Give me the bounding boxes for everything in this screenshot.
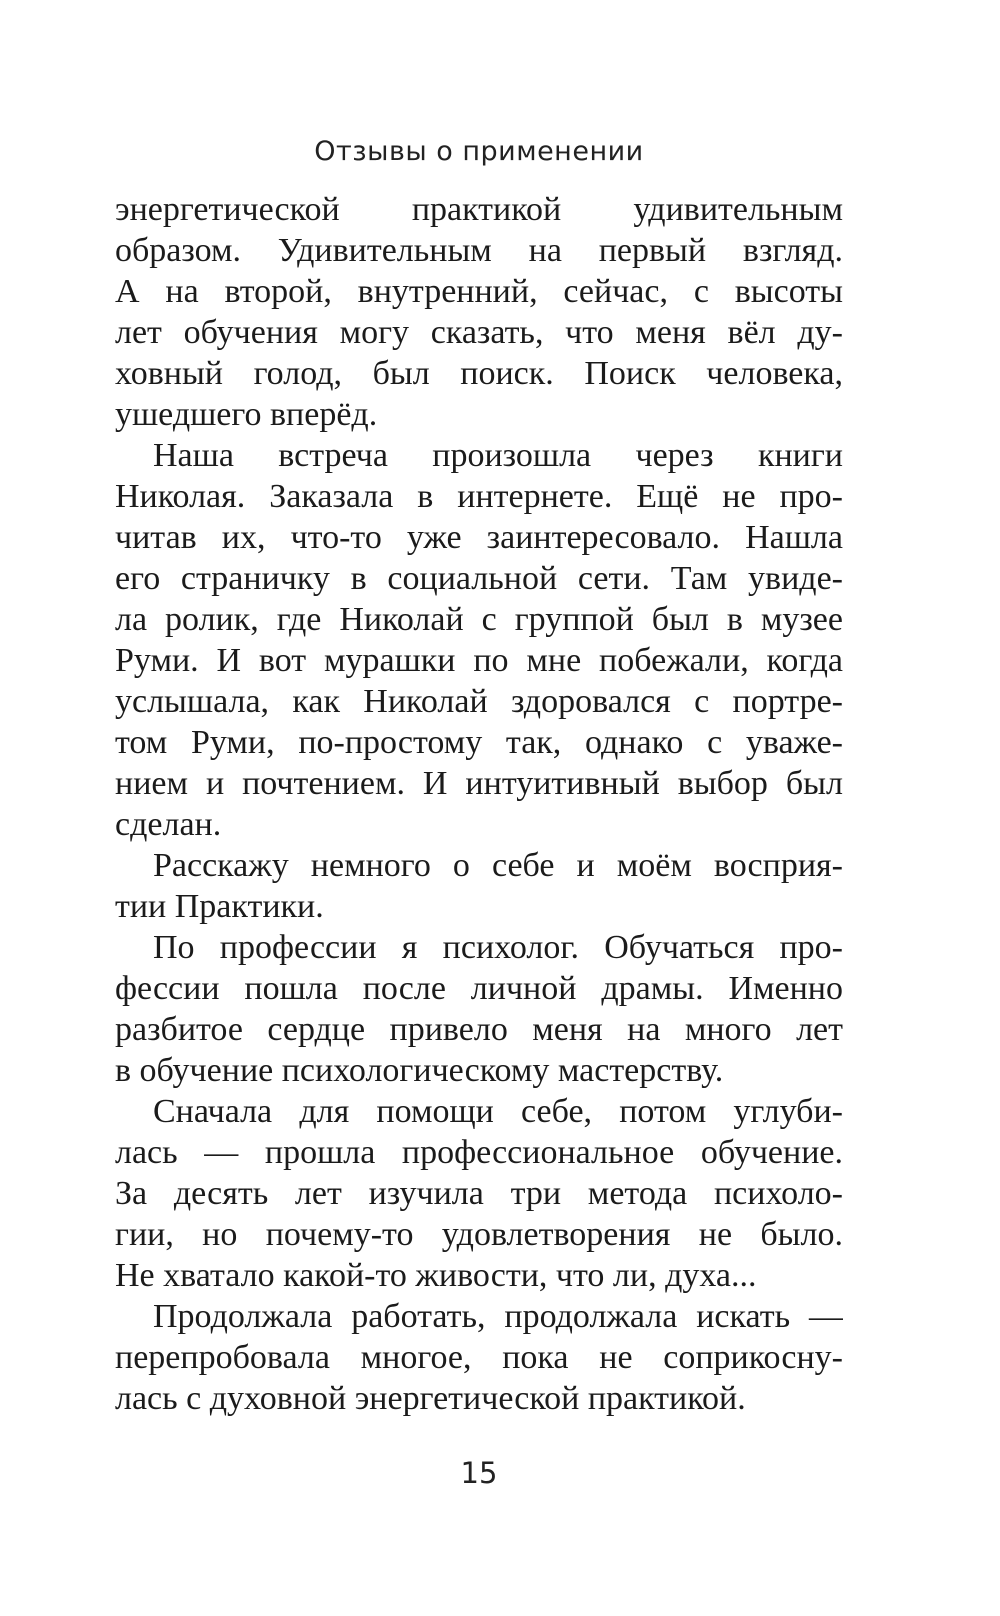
text-line: Расскажу немного о себе и моём восприя- <box>153 847 843 884</box>
text-line: Не хватало какой-то живости, что ли, духа... <box>115 1257 757 1294</box>
text-line: том Руми, по-простому так, однако с уваже- <box>115 724 843 761</box>
text-line: лась с духовной энергетической практикой. <box>115 1380 746 1417</box>
text-line: услышала, как Николай здоровался с портре- <box>115 683 843 720</box>
text-line: лась — прошла профессиональное обучение. <box>115 1134 843 1171</box>
running-header: Отзывы о применении <box>314 136 644 167</box>
text-line: гии, но почему-то удовлетворения не было. <box>115 1216 843 1253</box>
text-line: образом. Удивительным на первый взгляд. <box>115 232 843 269</box>
text-line: А на второй, внутренний, сейчас, с высоты <box>115 273 843 310</box>
text-line: тии Практики. <box>115 888 324 925</box>
page-number: 15 <box>460 1456 498 1490</box>
text-line: фессии пошла после личной драмы. Именно <box>115 970 843 1007</box>
text-line: его страничку в социальной сети. Там увиде- <box>115 560 843 597</box>
text-line: читав их, что-то уже заинтересовало. Нашла <box>115 519 843 556</box>
text-line: ла ролик, где Николай с группой был в музее <box>115 601 843 638</box>
text-line: разбитое сердце привело меня на много лет <box>115 1011 843 1048</box>
text-line: Наша встреча произошла через книги <box>153 437 843 474</box>
text-line: сделан. <box>115 806 222 843</box>
text-line: перепробовала многое, пока не соприкосну- <box>115 1339 843 1376</box>
text-line: По профессии я психолог. Обучаться про- <box>153 929 843 966</box>
text-line: Сначала для помощи себе, потом углуби- <box>153 1093 843 1130</box>
text-line: энергетической практикой удивительным <box>115 191 843 228</box>
text-line: Николая. Заказала в интернете. Ещё не про- <box>115 478 843 515</box>
text-line: Продолжала работать, продолжала искать — <box>153 1298 843 1335</box>
text-line: За десять лет изучила три метода психоло- <box>115 1175 843 1212</box>
text-line: Руми. И вот мурашки по мне побежали, когда <box>115 642 843 679</box>
text-line: в обучение психологическому мастерству. <box>115 1052 724 1089</box>
text-line: лет обучения могу сказать, что меня вёл ду- <box>115 314 843 351</box>
text-line: ушедшего вперёд. <box>115 396 378 433</box>
text-line: ховный голод, был поиск. Поиск человека, <box>115 355 843 392</box>
text-line: нием и почтением. И интуитивный выбор был <box>115 765 843 802</box>
body-text-block <box>115 189 843 1419</box>
